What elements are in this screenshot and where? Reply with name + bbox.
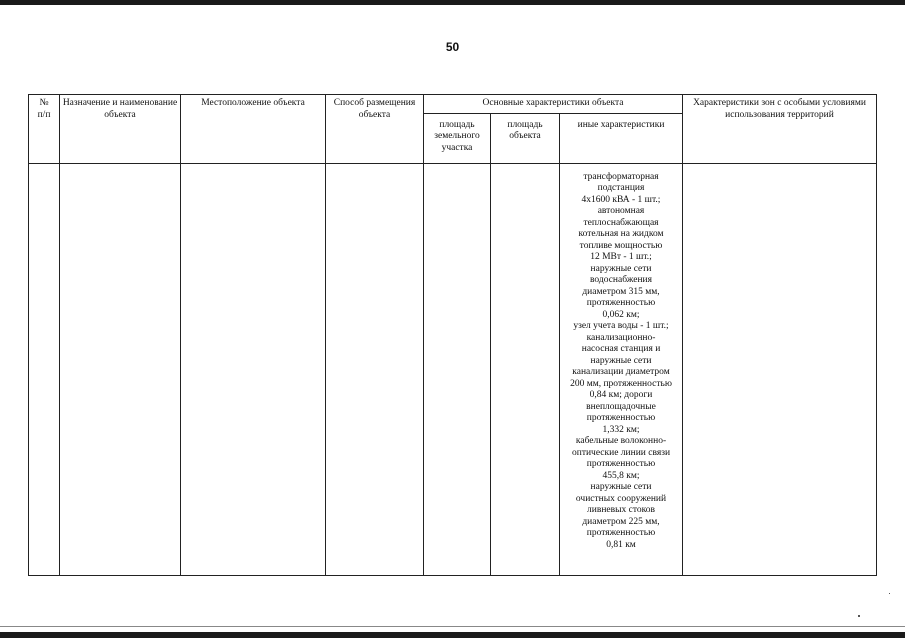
cell-placement xyxy=(326,163,424,575)
header-placement: Способ размещения объекта xyxy=(326,95,424,164)
characteristics-line: котельная на жидком xyxy=(578,229,664,239)
characteristics-line: 0,84 км; дороги xyxy=(589,390,653,400)
header-land-area: площадь земельного участка xyxy=(424,113,491,163)
characteristics-line: протяженностью xyxy=(586,459,656,469)
characteristics-line: протяженностью xyxy=(586,413,656,423)
page-number: 50 xyxy=(445,40,460,54)
cell-other-characteristics xyxy=(560,163,683,575)
characteristics-line: наружные сети xyxy=(590,355,652,366)
characteristics-line: канализационно- xyxy=(586,332,656,343)
characteristics-line: протяженностью xyxy=(586,298,656,308)
cell-zones xyxy=(683,163,877,575)
scan-bottom-line xyxy=(0,626,905,627)
header-num: № п/п xyxy=(29,95,60,164)
characteristics-line: 12 МВт - 1 шт.; xyxy=(590,252,652,262)
characteristics-line: наружные сети xyxy=(590,482,652,492)
characteristics-line: диаметром 225 мм, xyxy=(582,516,660,527)
characteristics-line: 1,332 км; xyxy=(602,424,640,435)
scan-speck xyxy=(858,615,860,617)
characteristics-line: канализации диаметром xyxy=(572,367,670,377)
header-main-characteristics: Основные характеристики объекта xyxy=(424,95,683,114)
characteristics-line: водоснабжения xyxy=(589,275,653,285)
cell-object-area xyxy=(491,163,560,575)
header-location: Местоположение объекта xyxy=(181,95,326,164)
scan-speck xyxy=(889,593,890,594)
characteristics-line: 0,81 км xyxy=(606,539,636,550)
header-name: Назначение и наименование объекта xyxy=(60,95,181,164)
characteristics-line: автономная xyxy=(597,206,645,216)
characteristics-line: внеплощадочные xyxy=(586,401,656,412)
characteristics-line: 0,062 км; xyxy=(602,309,640,320)
characteristics-line: диаметром 315 мм, xyxy=(582,286,660,297)
header-row-1 xyxy=(29,95,877,114)
objects-table xyxy=(28,94,877,576)
cell-location xyxy=(181,163,326,575)
cell-land-area xyxy=(424,163,491,575)
characteristics-line: кабельные волоконно- xyxy=(575,436,667,446)
characteristics-line: насосная станция и xyxy=(581,344,661,354)
characteristics-line: протяженностью xyxy=(586,528,656,538)
header-zones: Характеристики зон с особыми условиями использования территорий xyxy=(683,95,877,164)
characteristics-line: 200 мм, протяженностью xyxy=(570,378,672,389)
characteristics-line: 455,8 км; xyxy=(602,470,640,481)
header-object-area: площадь объекта xyxy=(491,113,560,163)
characteristics-line: очистных сооружений xyxy=(575,493,667,504)
characteristics-line: оптические линии связи xyxy=(571,447,671,458)
characteristics-line: 4x1600 кВА - 1 шт.; xyxy=(581,194,661,205)
characteristics-line: ливневых стоков xyxy=(587,505,655,515)
characteristics-line: теплоснабжающая xyxy=(583,217,659,228)
scan-bottom-border xyxy=(0,632,905,638)
characteristics-line: наружные сети xyxy=(590,263,652,274)
table-row xyxy=(29,163,877,575)
characteristics-line: трансформаторная xyxy=(583,171,659,182)
cell-name xyxy=(60,163,181,575)
characteristics-line: подстанция xyxy=(597,183,645,193)
header-other: иные характеристики xyxy=(560,113,683,163)
scan-top-border xyxy=(0,0,905,5)
characteristics-line: топливе мощностью xyxy=(579,240,663,251)
characteristics-line: узел учета воды - 1 шт.; xyxy=(573,321,669,331)
cell-num xyxy=(29,163,60,575)
